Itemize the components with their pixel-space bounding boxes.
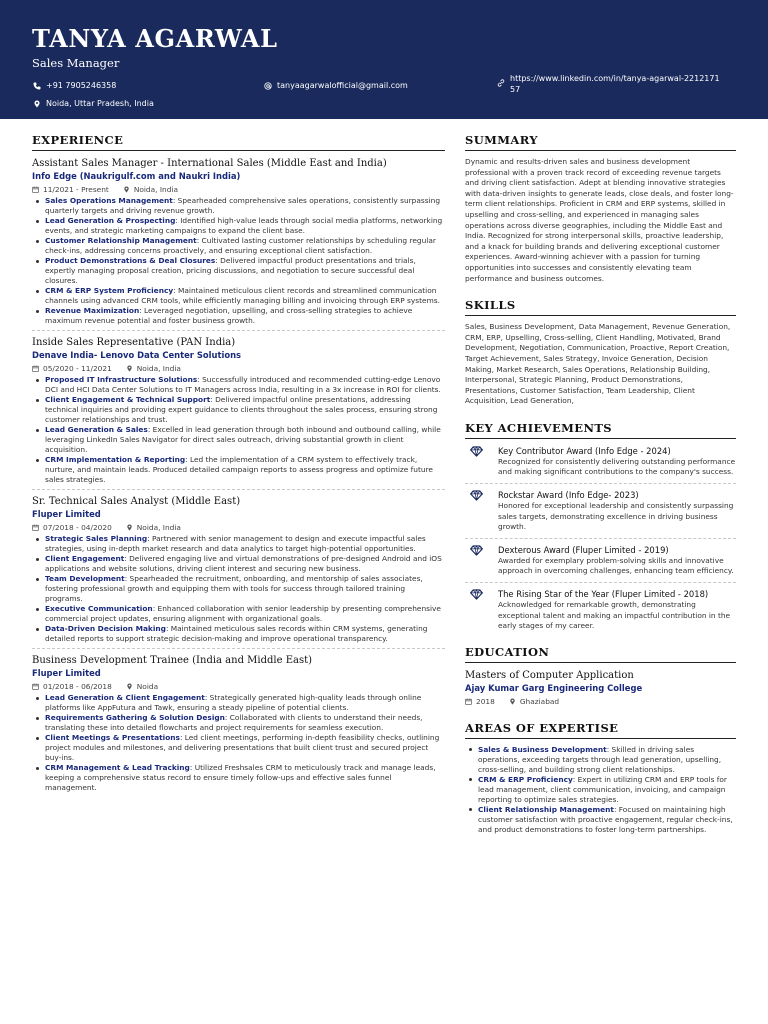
bullet-item (32, 624, 445, 644)
job-meta (32, 184, 445, 195)
bullet-text: : Led client meetings, performing in-depth feasibility checks, outlining project modules and milestones, and delivering presentations that built client trust and secured project buy-ins. (45, 733, 440, 762)
bullet-label: Lead Generation & Sales (45, 425, 148, 434)
phone-contact[interactable] (33, 80, 233, 91)
bullet-text: : Skilled in driving sales operations, exceeding targets through lead generation, upselling, cross-selling, and building strong client relationships. (478, 744, 722, 774)
bullet-label: Lead Generation & Client Engagement (45, 693, 205, 702)
bullet-text: : Utilized Freshsales CRM to meticulously track and manage leads, keeping a comprehensive status record to ensure timely follow-ups and effective sales funnel management. (45, 763, 436, 792)
education-degree: Masters of Computer Application (465, 669, 634, 681)
at-icon (264, 82, 272, 90)
bullet-item (465, 775, 736, 805)
education-location: Ghaziabad (519, 696, 560, 706)
bullet-item (32, 554, 445, 574)
job-dates: 07/2018 - 04/2020 (43, 523, 112, 532)
bullet-text: : Enhanced collaboration with senior leadership by presenting comprehensive commercial project updates, ensuring alignment with organizational goals. (45, 604, 441, 623)
achievements-heading: KEY ACHIEVEMENTS (465, 421, 736, 439)
diamond-icon (470, 589, 483, 600)
location-pin-icon (126, 524, 133, 531)
achievement-desc: Awarded for exemplary problem-solving skills and innovative approach in overcoming challenges, enhancing team efficiency. (498, 555, 734, 576)
education-heading: EDUCATION (465, 645, 736, 663)
achievement-desc: Recognized for consistently delivering outstanding performance and making significant contributions to the company's success. (498, 456, 736, 477)
resume-header (0, 0, 768, 119)
achievements-list (465, 445, 736, 637)
calendar-icon (32, 186, 39, 193)
job-meta (32, 681, 445, 692)
left-column (32, 133, 445, 802)
summary-heading: SUMMARY (465, 133, 736, 151)
education-entry (465, 669, 736, 707)
bullet-text: : Spearheaded comprehensive sales operations, consistently surpassing quarterly targets and driving revenue growth. (45, 196, 441, 215)
job-company: Fluper Limited (32, 668, 101, 678)
job-bullets (32, 693, 445, 793)
job-title: Inside Sales Representative (PAN India) (32, 337, 236, 348)
bullet-text: : Excelled in lead generation through both inbound and outbound calling, while leveraging LinkedIn Sales Navigator for direct sales outreach, driving substantial growth in client acquisition. (45, 425, 441, 454)
achievement-item (465, 588, 736, 637)
achievement-item (465, 544, 736, 583)
job-location: Noida (136, 682, 159, 691)
expertise-heading: AREAS OF EXPERTISE (465, 721, 736, 739)
education-year: 2018 (476, 696, 495, 706)
job-title: Business Development Trainee (India and Middle East) (32, 655, 313, 666)
bullet-label: Requirements Gathering & Solution Design (45, 713, 225, 722)
location-pin-icon (123, 186, 130, 193)
location-text: Noida, Uttar Pradesh, India (46, 99, 154, 108)
bullet-item (32, 236, 445, 256)
bullet-label: Data-Driven Decision Making (45, 624, 166, 633)
job-meta (32, 363, 445, 374)
job-meta (32, 522, 445, 533)
bullet-label: Lead Generation & Prospecting (45, 216, 176, 225)
experience-heading: EXPERIENCE (32, 133, 445, 151)
job-entry (32, 157, 445, 331)
bullet-text: : Collaborated with clients to understand their needs, translating these into detailed flowcharts and project requirements for seamless execution. (45, 713, 423, 732)
location-contact (33, 98, 233, 109)
linkedin-contact[interactable] (497, 73, 722, 95)
candidate-name: TANYA AGARWAL (32, 24, 278, 53)
job-company: Info Edge (Naukrigulf.com and Naukri India) (32, 171, 241, 181)
bullet-item (32, 455, 445, 485)
bullet-label: Strategic Sales Planning (45, 534, 148, 543)
candidate-role: Sales Manager (32, 56, 120, 70)
bullet-item (465, 745, 736, 775)
job-company: Denave India- Lenovo Data Center Solutions (32, 350, 242, 360)
job-entry (32, 654, 445, 797)
bullet-text: : Strategically generated high-quality leads through online platforms like AppFutura and Tawk, ensuring a steady pipeline of potential clients. (45, 693, 422, 712)
job-bullets (32, 375, 445, 485)
bullet-label: Product Demonstrations & Deal Closures (45, 256, 216, 265)
calendar-icon (465, 698, 472, 705)
bullet-item (32, 196, 445, 216)
job-title: Sr. Technical Sales Analyst (Middle East) (32, 496, 241, 507)
bullet-item (32, 763, 445, 793)
achievement-title: Key Contributor Award (Info Edge - 2024) (498, 445, 671, 456)
achievement-item (465, 489, 736, 539)
achievement-title: Rockstar Award (Info Edge- 2023) (498, 490, 639, 501)
bullet-item (32, 256, 445, 286)
phone-text: +91 7905246358 (46, 81, 117, 90)
bullet-label: CRM & ERP System Proficiency (45, 286, 174, 295)
phone-icon (33, 82, 41, 90)
bullet-label: Revenue Maximization (45, 306, 140, 315)
location-pin-icon (33, 100, 41, 108)
bullet-item (32, 216, 445, 236)
skills-text: Sales, Business Development, Data Management, Revenue Generation, CRM, ERP, Upselling, Cross-selling, Client Handling, Motivated, Brand Development, Negotiation, Communication, Proactive, Report Creation, Target Achievement, Sales Strategy, Invoice Generation, Decision Making, Market Research, Sales Operations, Relationship Building, Interpersonal, Strategic Planning, Product Demonstrations, Presentations, Customer Satisfaction, Team Leadership, Client Acquisition, Lead Generation, (465, 322, 731, 406)
job-entry (32, 495, 445, 649)
bullet-text: : Cultivated lasting customer relationships by scheduling regular check-ins, addressing concerns proactively, and ensuring exceptional client satisfaction. (45, 236, 436, 255)
experience-list (32, 157, 445, 797)
job-location: Noida, India (133, 185, 178, 194)
bullet-label: Team Development (45, 574, 125, 583)
bullet-label: Client Meetings & Presentations (45, 733, 180, 742)
bullet-text: : Delivered engaging live and virtual demonstrations of pre-designed Android and iOS applications and website solutions, driving client interest and securing new business. (45, 554, 442, 573)
bullet-item (32, 713, 445, 733)
bullet-text: : Expert in utilizing CRM and ERP tools for lead management, client communication, invoicing, and campaign reporting to optimize sales strategies. (478, 774, 727, 804)
bullet-label: CRM Management & Lead Tracking (45, 763, 190, 772)
diamond-icon (470, 490, 483, 501)
job-dates: 05/2020 - 11/2021 (43, 364, 112, 373)
achievement-item (465, 445, 736, 484)
achievement-desc: Honored for exceptional leadership and consistently surpassing sales targets, demonstrating excellence in driving business growth. (498, 501, 734, 532)
bullet-text: : Spearheaded the recruitment, onboarding, and mentorship of sales associates, fostering professional growth and equipping them with tools for success through tailored training programs. (45, 574, 423, 603)
bullet-label: Client Engagement (45, 554, 125, 563)
calendar-icon (32, 524, 39, 531)
location-pin-icon (126, 683, 133, 690)
bullet-text: : Successfully introduced and recommended cutting-edge Lenovo DCI and HCI Data Center Solutions to IT Managers across India, resulting in a 3x increase in ROI for clients. (45, 375, 441, 394)
bullet-item (32, 375, 445, 395)
bullet-label: CRM Implementation & Reporting (45, 455, 186, 464)
diamond-icon (470, 545, 483, 556)
bullet-item (32, 574, 445, 604)
bullet-text: : Maintained meticulous client records and streamlined communication channels using advanced CRM tools, while efficiently managing billing and invoicing through ERP systems. (45, 286, 440, 305)
bullet-text: : Maintained meticulous sales records within CRM systems, generating detailed reports to support strategic decision-making and improve operational transparency. (45, 624, 428, 643)
bullet-label: Client Relationship Management (478, 804, 614, 814)
expertise-list (465, 745, 736, 835)
location-pin-icon (509, 698, 516, 705)
achievement-title: Dexterous Award (Fluper Limited - 2019) (498, 544, 669, 555)
job-title: Assistant Sales Manager - International Sales (Middle East and India) (32, 158, 387, 169)
right-column (465, 133, 736, 835)
email-contact[interactable] (264, 80, 454, 91)
bullet-item (32, 733, 445, 763)
bullet-text: : Partnered with senior management to design and execute impactful sales strategies, using in-depth market research and data analytics to target high-potential opportunities. (45, 534, 426, 553)
job-entry (32, 336, 445, 490)
education-meta (465, 696, 736, 707)
skills-heading: SKILLS (465, 298, 736, 316)
calendar-icon (32, 683, 39, 690)
achievement-title: The Rising Star of the Year (Fluper Limited - 2018) (498, 589, 709, 600)
summary-text: Dynamic and results-driven sales and business development professional with a proven track record of exceeding revenue targets and driving client satisfaction. Adept at blending innovative strategies with data-driven insights to generate leads, close deals, and foster long-term client relationships. Proficient in CRM and ERP systems, skilled in upselling and cross-selling, and experienced in managing sales operations across diverse geographies, including the Middle East and India. Recognized for strong interpersonal skills, proactive leadership, and a knack for building brands and delivering exceptional customer experiences. Award-winning achiever with a passion for turning opportunities into successes and consistently elevating team performance and business outcomes. (465, 157, 734, 283)
bullet-label: Sales Operations Management (45, 196, 173, 205)
achievement-desc: Acknowledged for remarkable growth, demonstrating exceptional talent and making an impactful contribution in the early stages of my career. (498, 600, 731, 631)
job-location: Noida, India (136, 364, 181, 373)
email-text: tanyaagarwalofficial@gmail.com (277, 81, 408, 90)
calendar-icon (32, 365, 39, 372)
job-dates: 01/2018 - 06/2018 (43, 682, 112, 691)
bullet-item (32, 604, 445, 624)
bullet-text: : Identified high-value leads through social media platforms, networking events, and strategic marketing campaigns to expand the client base. (45, 216, 443, 235)
bullet-text: : Delivered impactful online presentations, addressing technical inquiries and providing expert guidance to clients throughout the sales process, ensuring strong customer relationships and trust. (45, 395, 438, 424)
bullet-label: CRM & ERP Proficiency (478, 774, 573, 784)
job-bullets (32, 534, 445, 644)
linkedin-text: https://www.linkedin.com/in/tanya-agarwal-221217157 (510, 74, 720, 94)
bullet-item (32, 395, 445, 425)
bullet-item (32, 286, 445, 306)
bullet-text: : Led the implementation of a CRM system to effectively track, nurture, and maintain leads. Produced detailed campaign reports to assess progress and optimize future sales strategies. (45, 455, 433, 484)
job-location: Noida, India (136, 523, 181, 532)
bullet-item (32, 425, 445, 455)
bullet-label: Executive Communication (45, 604, 153, 613)
bullet-text: : Focused on maintaining high customer satisfaction with proactive engagement, regular check-ins, and product demonstrations to foster long-term partnerships. (478, 804, 733, 834)
bullet-label: Customer Relationship Management (45, 236, 197, 245)
job-company: Fluper Limited (32, 509, 101, 519)
bullet-label: Proposed IT Infrastructure Solutions (45, 375, 198, 384)
bullet-item (465, 805, 736, 835)
job-dates: 11/2021 - Present (43, 185, 109, 194)
link-icon (497, 79, 505, 87)
bullet-text: : Delivered impactful product presentations and trials, expertly managing proposal creation, pricing discussions, and negotiation to secure successful deal closures. (45, 256, 416, 285)
bullet-label: Client Engagement & Technical Support (45, 395, 211, 404)
bullet-item (32, 306, 445, 326)
bullet-item (32, 693, 445, 713)
location-pin-icon (126, 365, 133, 372)
diamond-icon (470, 446, 483, 457)
education-school: Ajay Kumar Garg Engineering College (465, 682, 643, 693)
bullet-text: : Leveraged negotiation, upselling, and cross-selling strategies to achieve maximum revenue potential and foster business growth. (45, 306, 413, 325)
job-bullets (32, 196, 445, 326)
bullet-item (32, 534, 445, 554)
bullet-label: Sales & Business Development (478, 744, 607, 754)
